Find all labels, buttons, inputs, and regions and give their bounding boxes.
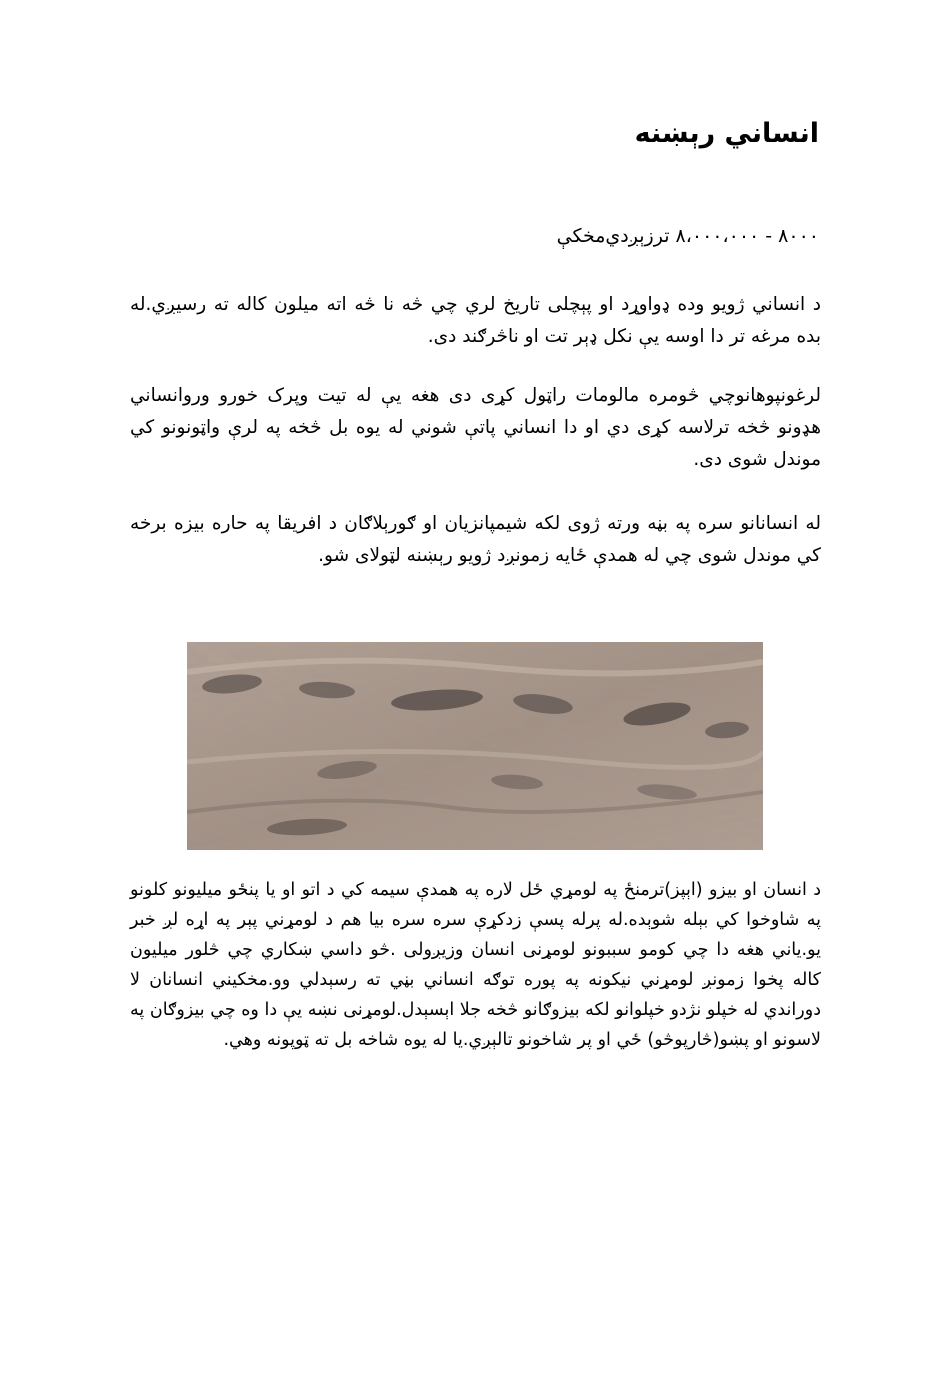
paragraph-3: له انسانانو سره په بڼه ورته ژوی لکه شيمپانزيان او ګورېلاګان د افريقا په حاره بيزه برخه کي موندل شوی چي له همدې ځايه زمونږد ژويو رېښنه لټولای شو.: [130, 513, 821, 566]
paragraph-2: لرغونپوهانوچي څومره مالومات راټول کړی دی هغه يې له تيت وپرک خورو وروانساني هډونو څخه ترلاسه کړی دي او دا انساني پاتې شوني له يوه بل څخه په لرې واټونونو کي موندل شوی دی.: [130, 385, 821, 470]
date-range: ۸۰۰۰ - ۸،۰۰۰،۰۰۰ ترزېږدي‌مخکې: [556, 225, 819, 247]
paragraph-4: د انسان او بيزو (اېپز)ترمنځ په لومړي ځل لاره په همدې سيمه کي د اتو او يا پنځو ميليونو کلونو په شاوخوا کي بېله شوېده.له پرله پسې زدکړې سره سره بيا هم د لومړني پېر په اړه لږ خبر يو.ياني هغه دا چي کومو سببونو لومړنی انسان وزيږولی .څو داسي ښکاري چي څلور ميليون کاله پخوا زمونږ لومړني نيکونه په پوره توګه انساني بڼي ته رسېدلي وو.مخکيني انسانان لا دوراندي له خپلو نژدو خپلوانو لکه بيزوګانو څخه جلا اېسېدل.لومړنی نښه يې دا وه چي بيزوګان په لاسونو او پښو(څارپوڅو) ځي او پر شاخونو تالېږي.يا له يوه شاخه بل ته ټوپونه وهي.: [130, 880, 821, 1050]
paragraph-1: د انساني ژويو وده ډواوړد او پېچلی تاريخ لري چي څه نا څه اته ميلون کاله ته رسيږي.له بده مرغه تر دا اوسه يې نکل ډېر تت او ناڅرګند دی.: [130, 294, 821, 347]
page-title: انساني رېښنه: [634, 118, 819, 149]
footprints-photo: [187, 642, 763, 850]
